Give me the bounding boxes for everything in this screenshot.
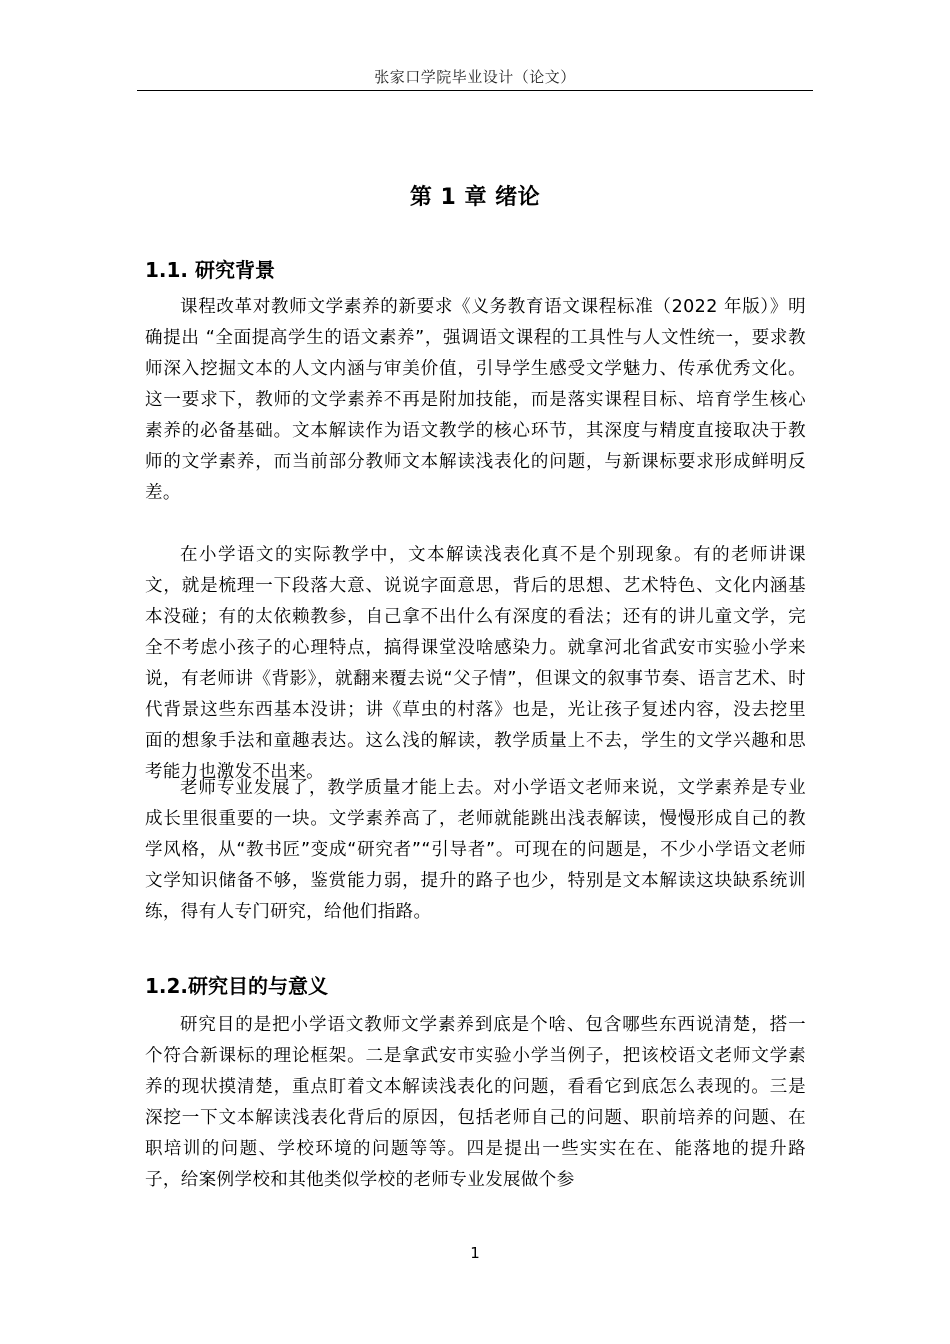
section-heading-1-1: 1.1. 研究背景 (145, 258, 275, 282)
chapter-title: 第 1 章 绪论 (409, 185, 541, 210)
section-heading-1-2: 1.2.研究目的与意义 (145, 974, 329, 998)
page-number: 1 (470, 1244, 480, 1262)
paragraph-1-1-1: 课程改革对教师文学素养的新要求《义务教育语文课程标准（2022 年版）》明确提出 “全面提高学生的语文素养”，强调语文课程的工具性与人文性统一，要求教师深入挖掘文本的人文内涵与审美价值，引导学生感受文学魅力、传承优秀文化。这一要求下，教师的文学素养不再是附加技能，而是落实课程目标、培育学生核心素养的必备基础。文本解读作为语文教学的核心环节，其深度与精度直接取决于教师的文学素养，而当前部分教师文本解读浅表化的问题，与新课标要求形成鲜明反差。 (145, 297, 806, 503)
paragraph-1-2-1: 研究目的是把小学语文教师文学素养到底是个啥、包含哪些东西说清楚，搭一个符合新课标的理论框架。二是拿武安市实验小学当例子，把该校语文老师文学素养的现状摸清楚，重点盯着文本解读浅表化的问题，看看它到底怎么表现的。三是深挖一下文本解读浅表化背后的原因，包括老师自己的问题、职前培养的问题、在职培训的问题、学校环境的问题等等。四是提出一些实实在在、能落地的提升路子，给案例学校和其他类似学校的老师专业发展做个参 (145, 1015, 806, 1190)
header-rule (137, 90, 813, 91)
paragraph-1-1-2: 在小学语文的实际教学中，文本解读浅表化真不是个别现象。有的老师讲课文，就是梳理一下段落大意、说说字面意思，背后的思想、艺术特色、文化内涵基本没碰；有的太依赖教参，自己拿不出什么有深度的看法；还有的讲儿童文学，完全不考虑小孩子的心理特点，搞得课堂没啥感染力。就拿河北省武安市实验小学来说，有老师讲《背影》，就翻来覆去说“父子情”，但课文的叙事节奏、语言艺术、时代背景这些东西基本没讲；讲《草虫的村落》也是，光让孩子复述内容，没去挖里面的想象手法和童趣表达。这么浅的解读，教学质量上不去，学生的文学兴趣和思考能力也激发不出来。 (145, 545, 806, 782)
running-header: 张家口学院毕业设计（论文） (374, 68, 576, 86)
paragraph-1-1-3: 老师专业发展了，教学质量才能上去。对小学语文老师来说，文学素养是专业成长里很重要的一块。文学素养高了，老师就能跳出浅表解读，慢慢形成自己的教学风格，从“教书匠”变成“研究者”“引导者”。可现在的问题是，不少小学语文老师文学知识储备不够，鉴赏能力弱，提升的路子也少，特别是文本解读这块缺系统训练，得有人专门研究，给他们指路。 (145, 778, 806, 922)
